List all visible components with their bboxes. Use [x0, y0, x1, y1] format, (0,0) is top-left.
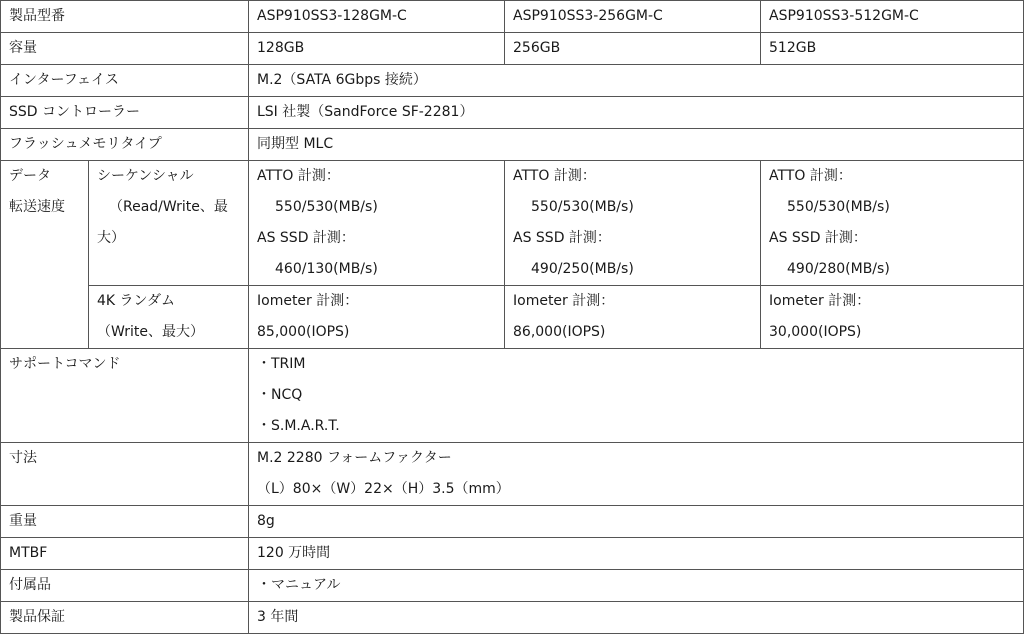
data-rate-label-line: データ [9, 168, 51, 184]
data-rate-label [1, 161, 89, 349]
as-ssd-label: AS SSD 計測： [513, 230, 611, 246]
dimensions-label: 寸法 [1, 443, 249, 506]
row-model [1, 1, 1024, 33]
random-4k-value-128 [249, 286, 505, 349]
sequential-value-128 [249, 161, 505, 286]
dimensions-line: M.2 2280 フォームファクター [257, 450, 452, 466]
flash-label: フラッシュメモリタイプ [1, 129, 249, 161]
iometer-value: 30,000(IOPS) [769, 324, 862, 340]
data-rate-label-line: 転送速度 [9, 199, 65, 215]
row-capacity [1, 33, 1024, 65]
weight-value: 8g [249, 506, 1024, 538]
row-mtbf [1, 538, 1024, 570]
mtbf-value: 120 万時間 [249, 538, 1024, 570]
random-4k-label-line: （Write、最大） [97, 324, 204, 340]
row-sequential [1, 161, 1024, 286]
iometer-label: Iometer 計測： [513, 293, 615, 309]
iometer-value: 85,000(IOPS) [257, 324, 350, 340]
row-random-4k [1, 286, 1024, 349]
row-flash [1, 129, 1024, 161]
atto-label: ATTO 計測： [257, 168, 340, 184]
row-interface [1, 65, 1024, 97]
atto-value: 550/530(MB/s) [531, 199, 634, 215]
atto-label: ATTO 計測： [769, 168, 852, 184]
iometer-value: 86,000(IOPS) [513, 324, 606, 340]
row-accessories [1, 570, 1024, 602]
sequential-value-512 [761, 161, 1024, 286]
random-4k-label-line: 4K ランダム [97, 293, 175, 309]
sequential-value-256 [505, 161, 761, 286]
command-item: ・S.M.A.R.T. [257, 418, 340, 434]
as-ssd-label: AS SSD 計測： [257, 230, 355, 246]
interface-label: インターフェイス [1, 65, 249, 97]
warranty-value: 3 年間 [249, 602, 1024, 634]
as-ssd-label: AS SSD 計測： [769, 230, 867, 246]
model-value-256: ASP910SS3-256GM-C [505, 1, 761, 33]
accessories-value: ・マニュアル [249, 570, 1024, 602]
controller-label: SSD コントローラー [1, 97, 249, 129]
mtbf-label: MTBF [1, 538, 249, 570]
model-value-512: ASP910SS3-512GM-C [761, 1, 1024, 33]
sequential-label-line: シーケンシャル [97, 168, 194, 184]
row-warranty [1, 602, 1024, 634]
command-item: ・NCQ [257, 387, 303, 403]
warranty-label: 製品保証 [1, 602, 249, 634]
capacity-label: 容量 [1, 33, 249, 65]
weight-label: 重量 [1, 506, 249, 538]
dimensions-line: （L）80×（W）22×（H）3.5（mm） [257, 481, 510, 497]
model-label: 製品型番 [1, 1, 249, 33]
random-4k-value-256 [505, 286, 761, 349]
controller-value: LSI 社製（SandForce SF-2281） [249, 97, 1024, 129]
atto-value: 550/530(MB/s) [275, 199, 378, 215]
as-ssd-value: 460/130(MB/s) [275, 261, 378, 277]
sequential-label-line: 大） [97, 230, 125, 246]
command-item: ・TRIM [257, 356, 306, 372]
atto-label: ATTO 計測： [513, 168, 596, 184]
commands-value [249, 349, 1024, 443]
row-commands [1, 349, 1024, 443]
capacity-value-256: 256GB [505, 33, 761, 65]
model-value-128: ASP910SS3-128GM-C [249, 1, 505, 33]
atto-value: 550/530(MB/s) [787, 199, 890, 215]
as-ssd-value: 490/280(MB/s) [787, 261, 890, 277]
interface-value: M.2（SATA 6Gbps 接続） [249, 65, 1024, 97]
random-4k-label [89, 286, 249, 349]
row-dimensions [1, 443, 1024, 506]
flash-value: 同期型 MLC [249, 129, 1024, 161]
dimensions-value [249, 443, 1024, 506]
row-weight [1, 506, 1024, 538]
as-ssd-value: 490/250(MB/s) [531, 261, 634, 277]
random-4k-value-512 [761, 286, 1024, 349]
commands-label: サポートコマンド [1, 349, 249, 443]
accessories-label: 付属品 [1, 570, 249, 602]
sequential-label-line: （Read/Write、最 [109, 199, 228, 215]
iometer-label: Iometer 計測： [769, 293, 871, 309]
row-controller [1, 97, 1024, 129]
capacity-value-512: 512GB [761, 33, 1024, 65]
sequential-label [89, 161, 249, 286]
iometer-label: Iometer 計測： [257, 293, 359, 309]
capacity-value-128: 128GB [249, 33, 505, 65]
